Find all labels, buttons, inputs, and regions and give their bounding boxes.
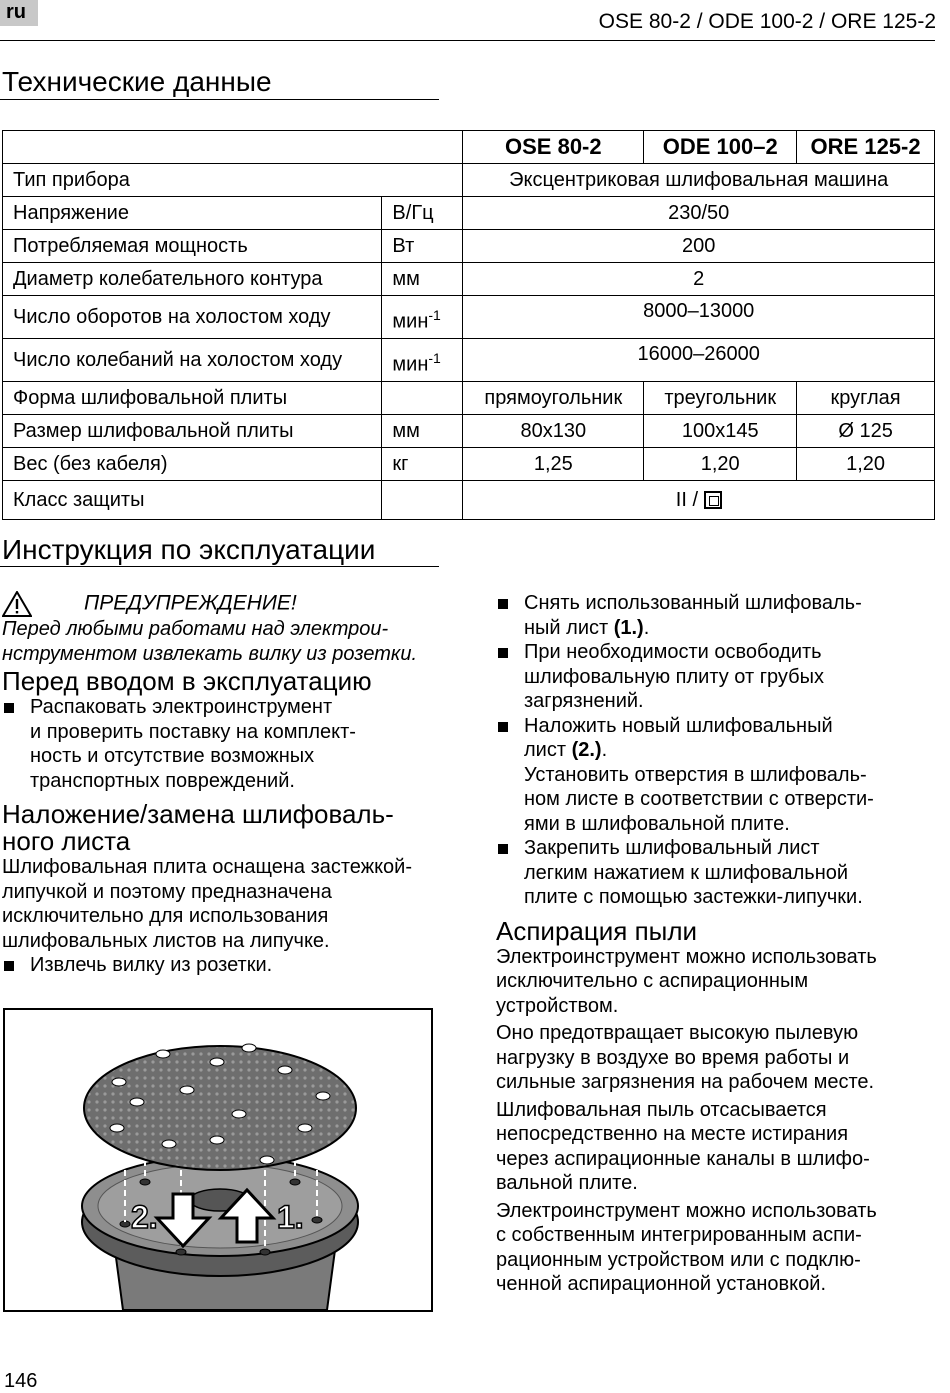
text-line: Извлечь вилку из розетки. [30,954,273,976]
text-run: . [601,739,608,761]
text-line: сильные загрязнения на рабочем месте. [496,1071,875,1093]
page-number: 146 [4,1370,38,1392]
warning-text [2,617,442,666]
section-title-tech: Технические данные [2,66,272,97]
row-value: Эксцентриковая шлифовальная машина [463,164,935,197]
text-line: ченной аспирационной установкой. [496,1273,826,1295]
row-label: Число оборотов на холостом ходу [3,296,382,339]
step-ref: (2.) [571,739,602,761]
warning-heading [2,591,442,617]
row-label: Размер шлифовальной плиты [3,415,382,448]
row-value: Ø 125 [797,415,935,448]
row-value: 16000–26000 [463,339,935,382]
row-value: 230/50 [463,197,935,230]
row-unit [382,296,463,339]
row-value: 80x130 [463,415,644,448]
text-line: липучкой и поэтому предназначена [2,880,332,903]
text-line: Снять использованный шлифоваль- [524,592,862,614]
text-line: ном листе в соответствии с отверсти- [524,788,874,810]
sanding-pad-illustration [5,1010,431,1310]
row-unit [382,382,463,415]
heading-before-use: Перед вводом в эксплуатацию [2,666,372,696]
text-line: Электроинструмент можно использовать [496,1199,877,1222]
text-line: При необходимости освободить [524,641,822,663]
text-line: Установить отверстия в шлифоваль- [524,763,867,786]
row-label: Число колебаний на холостом ходу [3,339,382,382]
text-line [524,616,936,641]
dust-paragraph [496,1199,936,1297]
step-label-2: 2. [131,1199,158,1235]
row-label: Диаметр колебательного контура [3,263,382,296]
table-corner-cell [3,131,463,164]
text-line: ного листа [2,826,131,856]
text-line: шлифовальных листов на липучке. [2,929,330,952]
list-item [496,640,936,714]
sheet-paragraph [2,855,442,953]
dust-paragraph [496,945,936,1019]
list-item [496,714,936,837]
text-line: Перед любыми работами над электрои- [2,618,389,640]
table-row [3,448,935,481]
row-unit: мм [382,415,463,448]
list-item [2,695,442,793]
row-label: Форма шлифовальной плиты [3,382,382,415]
table-row [3,415,935,448]
table-header-row [3,131,935,164]
text-line: через аспирационные каналы в шлифо- [496,1147,870,1170]
text-line: нагрузку в воздухе во время работы и [496,1046,850,1069]
text-line: и проверить поставку на комплект- [30,720,356,743]
table-row [3,197,935,230]
warning-title: ПРЕДУПРЕЖДЕНИЕ! [84,591,297,615]
text-line: непосредственно на месте истирания [496,1123,849,1145]
text-line: рационным устройством или с подклю- [496,1248,861,1271]
text-line: плите с помощью застежки-липучки. [524,886,863,908]
row-unit: В/Гц [382,197,463,230]
text-line: устройством. [496,994,619,1017]
text-line: Наложить новый шлифовальный [524,714,833,737]
protection-class-text: II / [675,488,699,511]
text-line: ями в шлифовальной плите. [524,812,790,835]
text-line: исключительно с аспирационным [496,970,809,992]
text-line: легким нажатием к шлифовальной [524,861,849,884]
text-line [524,738,936,763]
row-unit [382,481,463,520]
row-unit: мм [382,263,463,296]
table-row [3,230,935,263]
list-item [496,836,936,910]
row-value: 200 [463,230,935,263]
text-line: с собственным интегрированным аспи- [496,1224,862,1246]
table-row [3,382,935,415]
dust-paragraph [496,1098,936,1196]
table-row [3,164,935,197]
heading-sheet-change [2,801,442,855]
text-line: транспортных повреждений. [30,769,295,792]
language-tag: ru [0,0,38,26]
text-line: Распаковать электроинструмент [30,696,333,718]
row-label: Класс защиты [3,481,382,520]
text-run: ный лист [524,616,609,639]
model-header-cell: ORE 125-2 [797,131,935,164]
header-rule [0,40,935,41]
unit-exponent: -1 [428,307,441,324]
text-run: . [643,616,650,639]
row-value [463,481,935,520]
text-line: Электроинструмент можно использовать [496,945,877,968]
model-title: OSE 80-2 / ODE 100-2 / ORE 125-2 [598,10,936,33]
table-row [3,296,935,339]
text-line: Шлифовальная пыль отсасывается [496,1098,827,1121]
text-line: нструментом извлекать вилку из розетки. [2,642,418,665]
row-value: 1,20 [797,448,935,481]
row-value: круглая [797,382,935,415]
row-label: Потребляемая мощность [3,230,382,263]
step-ref: (1.) [613,616,644,639]
text-line: загрязнений. [524,690,644,712]
list-item [496,591,936,640]
text-line: вальной плите. [496,1172,638,1194]
model-header-cell: ODE 100–2 [644,131,797,164]
left-column [2,591,442,978]
row-label: Напряжение [3,197,382,230]
double-insulation-icon [704,491,722,509]
text-line: ность и отсутствие возможных [30,745,315,767]
section-title-manual: Инструкция по эксплуатации [2,534,376,565]
row-value: 1,20 [644,448,797,481]
text-line: Наложение/замена шлифоваль- [2,799,394,829]
row-label: Вес (без кабеля) [3,448,382,481]
text-line: исключительно для использования [2,905,329,927]
text-run: лист [524,739,567,761]
text-line: Шлифовальная плита оснащена застежкой- [2,856,413,878]
section-rule-tech [0,99,439,100]
list-item [2,953,442,978]
row-value: треугольник [644,382,797,415]
table-row [3,263,935,296]
right-column [496,591,936,1297]
table-row [3,339,935,382]
table-row [3,481,935,520]
text-line: шлифовальную плиту от грубых [524,665,824,688]
row-unit: кг [382,448,463,481]
row-value: 8000–13000 [463,296,935,339]
dust-paragraph [496,1021,936,1095]
row-value: 100x145 [644,415,797,448]
row-value: 2 [463,263,935,296]
sanding-pad-figure [3,1008,433,1312]
text-line: Оно предотвращает высокую пылевую [496,1022,859,1044]
row-unit: Вт [382,230,463,263]
unit-text: мин [392,311,429,333]
section-rule-manual [0,566,439,567]
model-header-cell: OSE 80-2 [463,131,644,164]
text-line: Закрепить шлифовальный лист [524,837,820,859]
spec-table [2,130,935,520]
unit-exponent: -1 [428,350,441,367]
row-value: 1,25 [463,448,644,481]
unit-text: мин [392,354,429,376]
row-value: прямоугольник [463,382,644,415]
warning-icon [2,591,32,617]
heading-dust-extraction: Аспирация пыли [496,915,698,946]
row-unit [382,339,463,382]
row-label: Тип прибора [3,164,463,197]
step-label-1: 1. [277,1199,304,1235]
